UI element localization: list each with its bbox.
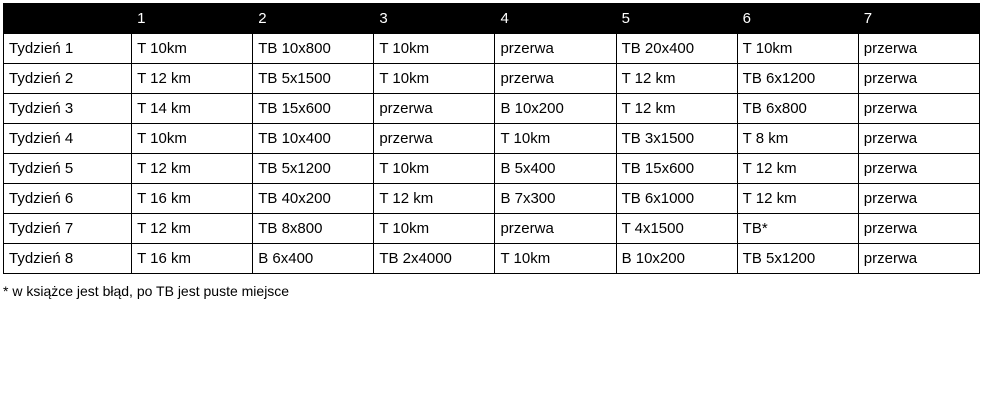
table-cell: TB 8x800 — [253, 214, 374, 244]
table-cell: przerwa — [858, 214, 979, 244]
table-cell: przerwa — [495, 214, 616, 244]
column-header-day-2: 2 — [253, 4, 374, 34]
table-cell: T 10km — [495, 124, 616, 154]
table-cell: TB 6x1000 — [616, 184, 737, 214]
table-row — [4, 94, 980, 124]
column-header-day-4: 4 — [495, 4, 616, 34]
table-cell: TB 10x400 — [253, 124, 374, 154]
table-row — [4, 244, 980, 274]
table-cell: T 14 km — [132, 94, 253, 124]
table-cell: T 10km — [374, 34, 495, 64]
table-cell: TB 20x400 — [616, 34, 737, 64]
table-cell: T 12 km — [132, 214, 253, 244]
row-label: Tydzień 2 — [4, 64, 132, 94]
table-row — [4, 184, 980, 214]
training-plan-page — [0, 3, 983, 403]
table-cell: TB 5x1200 — [253, 154, 374, 184]
table-cell: przerwa — [858, 124, 979, 154]
row-label: Tydzień 4 — [4, 124, 132, 154]
table-cell: przerwa — [374, 94, 495, 124]
table-cell: B 10x200 — [616, 244, 737, 274]
table-cell: T 8 km — [737, 124, 858, 154]
table-cell: przerwa — [495, 34, 616, 64]
table-cell: T 12 km — [616, 64, 737, 94]
table-cell: T 16 km — [132, 244, 253, 274]
table-row — [4, 64, 980, 94]
column-header-day-7: 7 — [858, 4, 979, 34]
table-cell: TB 15x600 — [616, 154, 737, 184]
table-header — [4, 4, 980, 34]
table-cell: przerwa — [858, 94, 979, 124]
row-label: Tydzień 1 — [4, 34, 132, 64]
table-cell: TB 3x1500 — [616, 124, 737, 154]
table-cell: przerwa — [858, 64, 979, 94]
table-cell: TB* — [737, 214, 858, 244]
table-cell: przerwa — [374, 124, 495, 154]
table-cell: T 12 km — [616, 94, 737, 124]
row-label: Tydzień 8 — [4, 244, 132, 274]
row-label: Tydzień 3 — [4, 94, 132, 124]
table-cell: T 12 km — [737, 154, 858, 184]
table-cell: TB 15x600 — [253, 94, 374, 124]
table-cell: TB 5x1200 — [737, 244, 858, 274]
table-cell: T 10km — [132, 124, 253, 154]
column-header-day-5: 5 — [616, 4, 737, 34]
table-cell: TB 2x4000 — [374, 244, 495, 274]
table-cell: TB 6x800 — [737, 94, 858, 124]
table-cell: TB 5x1500 — [253, 64, 374, 94]
table-cell: T 10km — [374, 214, 495, 244]
table-row — [4, 214, 980, 244]
table-cell: T 4x1500 — [616, 214, 737, 244]
table-cell: TB 6x1200 — [737, 64, 858, 94]
footnote-text: * w książce jest błąd, po TB jest puste miejsce — [3, 283, 290, 299]
column-header-day-1: 1 — [132, 4, 253, 34]
table-cell: T 12 km — [132, 64, 253, 94]
table-corner-cell — [4, 4, 132, 34]
row-label: Tydzień 5 — [4, 154, 132, 184]
table-header-row — [4, 4, 980, 34]
table-cell: T 10km — [495, 244, 616, 274]
table-cell: T 10km — [374, 154, 495, 184]
column-header-day-6: 6 — [737, 4, 858, 34]
table-cell: przerwa — [858, 244, 979, 274]
table-cell: T 12 km — [132, 154, 253, 184]
table-cell: T 10km — [737, 34, 858, 64]
table-cell: przerwa — [858, 154, 979, 184]
table-cell: przerwa — [858, 34, 979, 64]
table-row — [4, 34, 980, 64]
table-cell: T 16 km — [132, 184, 253, 214]
training-schedule-table — [3, 3, 980, 274]
table-body — [4, 34, 980, 274]
table-cell: T 12 km — [737, 184, 858, 214]
table-cell: T 10km — [374, 64, 495, 94]
table-cell: przerwa — [495, 64, 616, 94]
table-cell: B 6x400 — [253, 244, 374, 274]
table-row — [4, 124, 980, 154]
table-cell: T 10km — [132, 34, 253, 64]
table-cell: B 5x400 — [495, 154, 616, 184]
table-cell: T 12 km — [374, 184, 495, 214]
table-cell: B 10x200 — [495, 94, 616, 124]
table-cell: TB 40x200 — [253, 184, 374, 214]
table-cell: przerwa — [858, 184, 979, 214]
table-cell: TB 10x800 — [253, 34, 374, 64]
column-header-day-3: 3 — [374, 4, 495, 34]
row-label: Tydzień 6 — [4, 184, 132, 214]
table-cell: B 7x300 — [495, 184, 616, 214]
row-label: Tydzień 7 — [4, 214, 132, 244]
table-row — [4, 154, 980, 184]
